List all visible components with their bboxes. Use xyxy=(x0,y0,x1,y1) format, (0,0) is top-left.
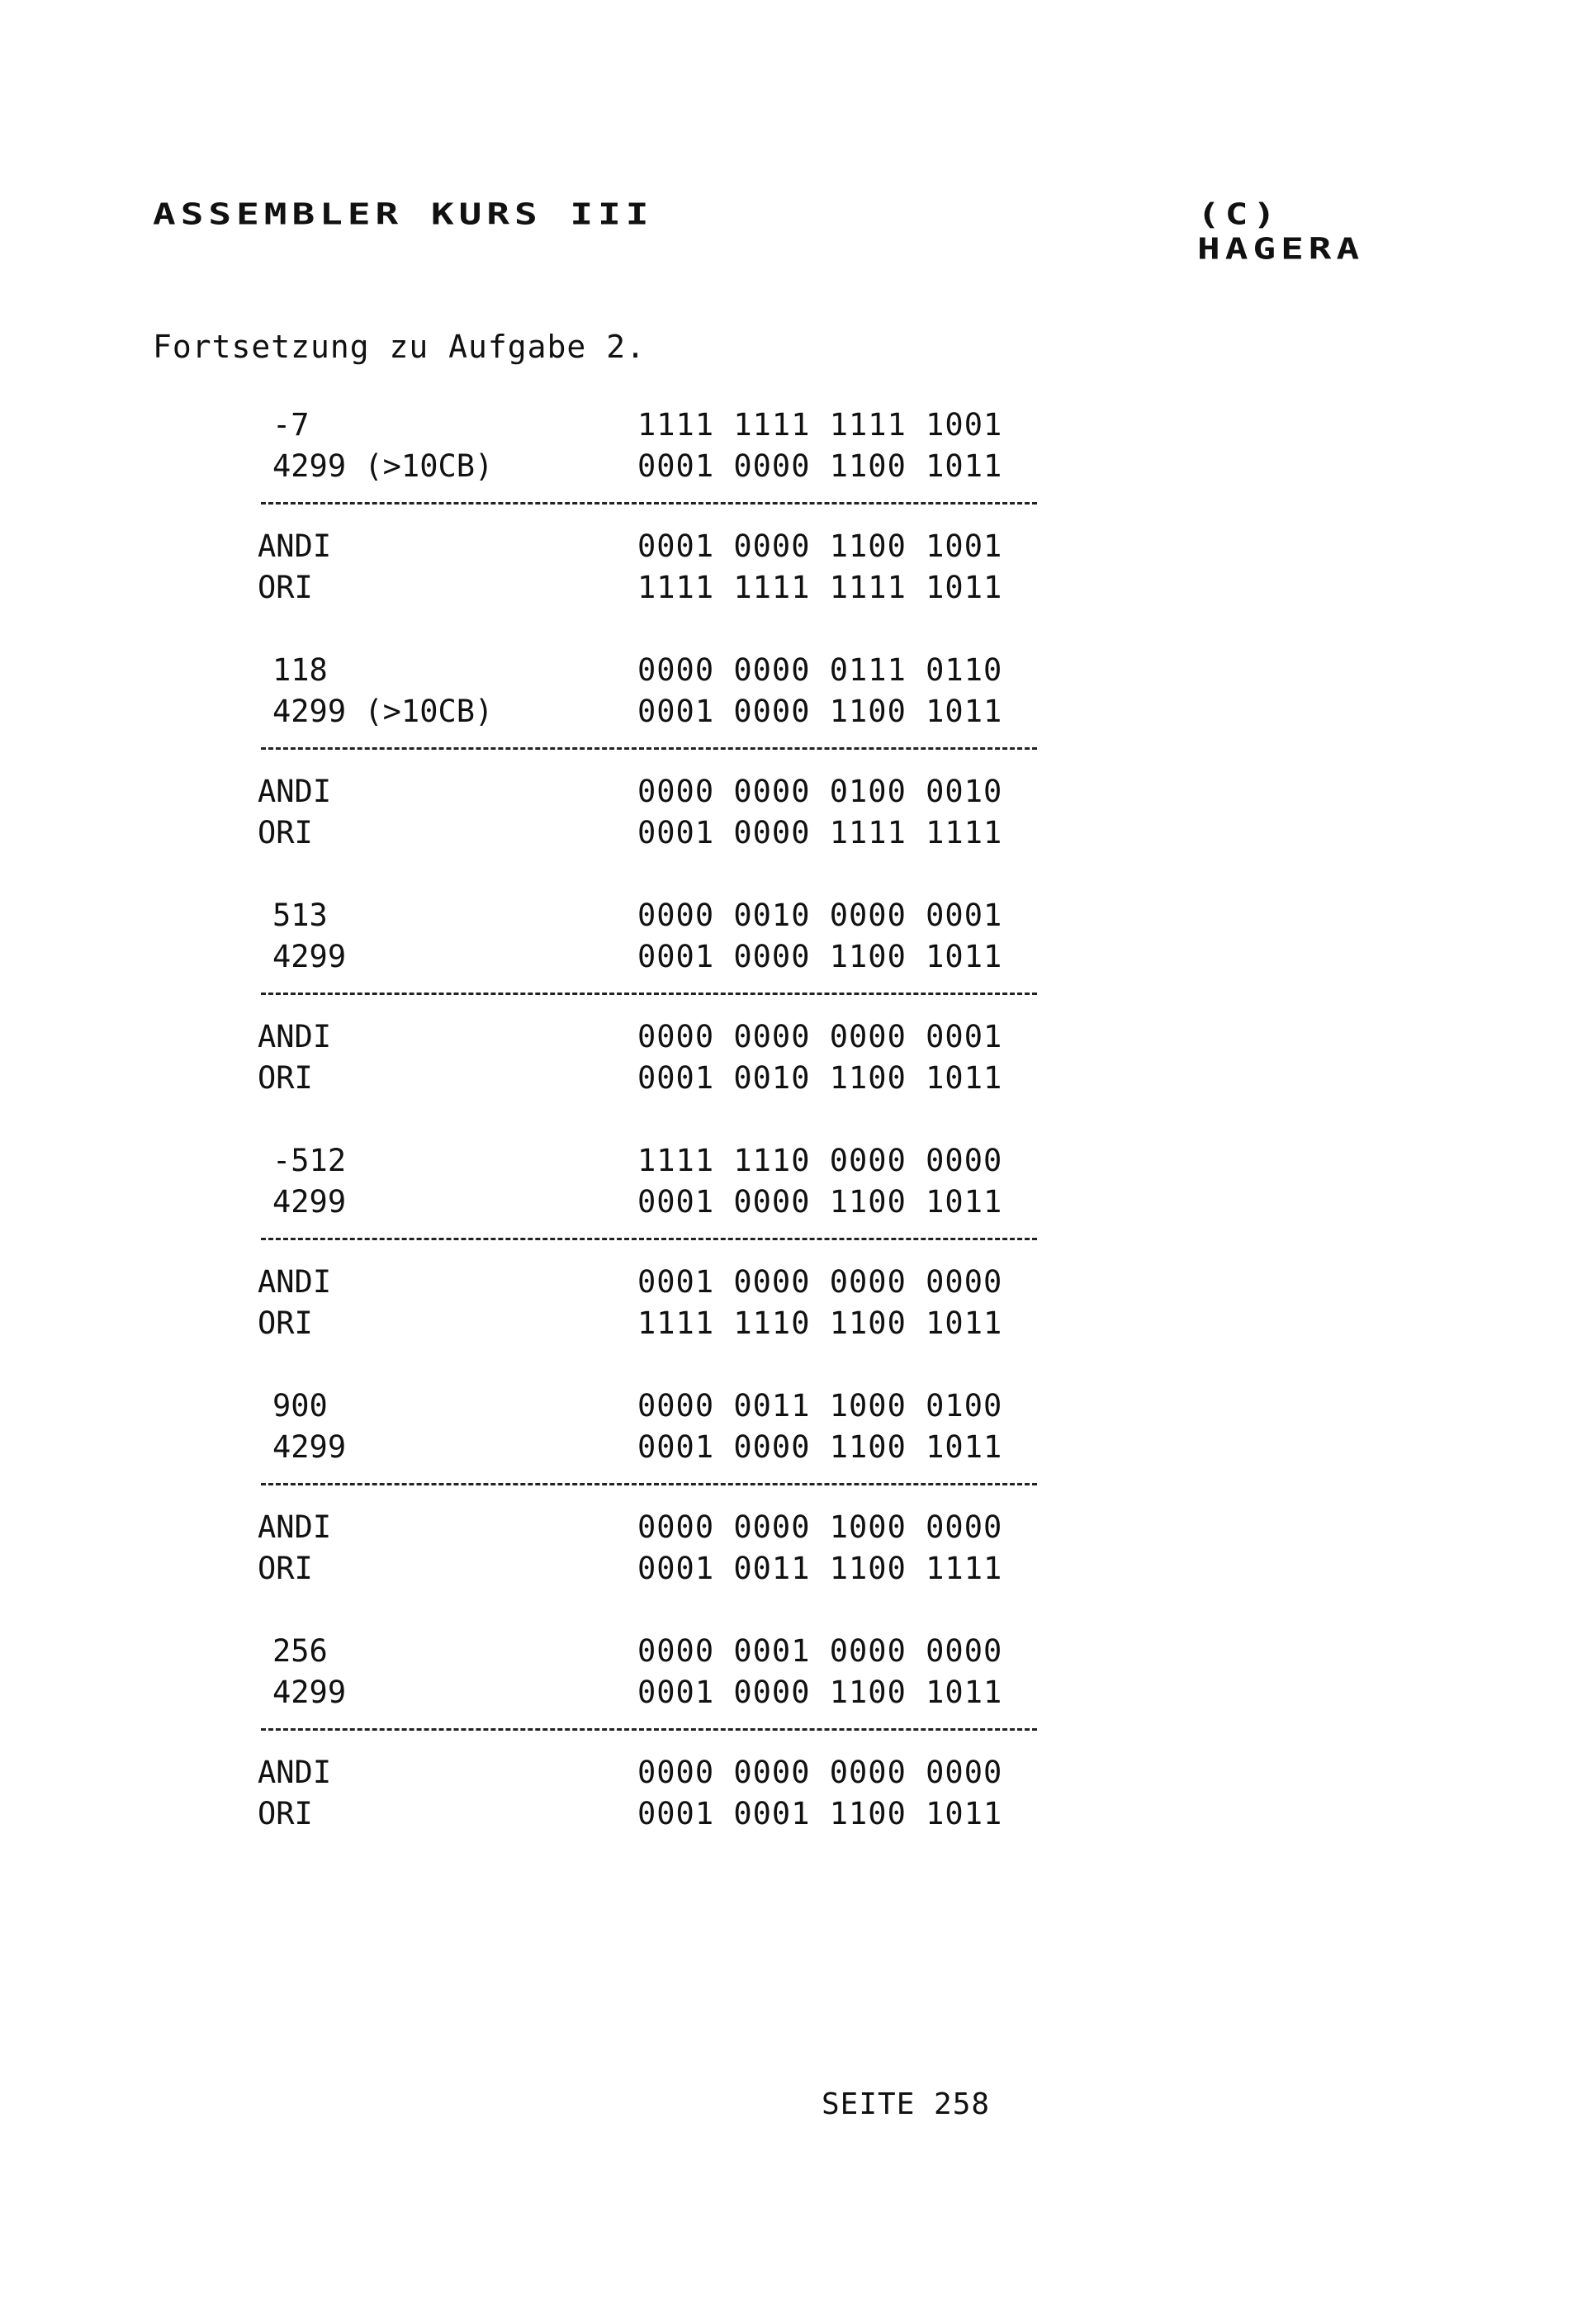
result-row xyxy=(0,526,1596,567)
andi-label: ANDI xyxy=(258,774,332,809)
operand-a-bits: 1111 1110 0000 0000 xyxy=(637,1143,1003,1178)
result-row xyxy=(0,813,1596,854)
result-row xyxy=(0,1548,1596,1590)
operand-row xyxy=(0,936,1596,978)
operand-a-bits: 0000 0011 1000 0100 xyxy=(637,1388,1003,1424)
andi-bits: 0000 0000 1000 0000 xyxy=(637,1509,1003,1545)
operand-b-label: 4299 (>10CB) xyxy=(272,694,494,729)
operand-row xyxy=(0,895,1596,936)
andi-bits: 0000 0000 0000 0000 xyxy=(637,1755,1003,1790)
operand-a-label: -7 xyxy=(272,407,310,443)
ori-label: ORI xyxy=(258,1551,313,1586)
ori-label: ORI xyxy=(258,1305,313,1341)
operand-a-bits: 1111 1111 1111 1001 xyxy=(637,407,1003,443)
operand-a-bits: 0000 0001 0000 0000 xyxy=(637,1633,1003,1669)
dashed-separator xyxy=(261,747,1037,750)
andi-bits: 0000 0000 0000 0001 xyxy=(637,1019,1003,1054)
operand-a-label: 513 xyxy=(272,898,328,933)
operand-row xyxy=(0,1386,1596,1427)
andi-label: ANDI xyxy=(258,1509,332,1545)
ori-bits: 0001 0001 1100 1011 xyxy=(637,1796,1003,1831)
operand-b-label: 4299 xyxy=(272,1184,347,1220)
page-header xyxy=(153,197,1449,267)
result-row xyxy=(0,1058,1596,1099)
operand-row xyxy=(0,691,1596,732)
operand-row xyxy=(0,650,1596,691)
dashed-separator xyxy=(261,993,1037,995)
operand-b-label: 4299 (>10CB) xyxy=(272,448,494,484)
ori-bits: 0001 0011 1100 1111 xyxy=(637,1551,1003,1586)
operand-b-bits: 0001 0000 1100 1011 xyxy=(637,448,1003,484)
ori-label: ORI xyxy=(258,1060,313,1096)
operand-b-bits: 0001 0000 1100 1011 xyxy=(637,1675,1003,1710)
ori-label: ORI xyxy=(258,1796,313,1831)
andi-label: ANDI xyxy=(258,1264,332,1300)
operand-row xyxy=(0,446,1596,487)
ori-bits: 0001 0010 1100 1011 xyxy=(637,1060,1003,1096)
result-row xyxy=(0,1507,1596,1548)
ori-label: ORI xyxy=(258,815,313,850)
operand-row xyxy=(0,1182,1596,1223)
andi-label: ANDI xyxy=(258,528,332,564)
operand-b-bits: 0001 0000 1100 1011 xyxy=(637,694,1003,729)
operand-b-bits: 0001 0000 1100 1011 xyxy=(637,1429,1003,1465)
operand-b-label: 4299 xyxy=(272,939,347,974)
operand-a-label: 900 xyxy=(272,1388,328,1424)
result-row xyxy=(0,771,1596,813)
operand-a-label: 118 xyxy=(272,652,328,688)
operand-row xyxy=(0,1140,1596,1182)
andi-bits: 0001 0000 1100 1001 xyxy=(637,528,1003,564)
dashed-separator xyxy=(261,1483,1037,1485)
section-subtitle: Fortsetzung zu Aufgabe 2. xyxy=(153,329,646,365)
operand-a-bits: 0000 0000 0111 0110 xyxy=(637,652,1003,688)
dashed-separator xyxy=(261,1728,1037,1731)
dashed-separator xyxy=(261,1238,1037,1240)
dashed-separator xyxy=(261,502,1037,505)
operand-row xyxy=(0,405,1596,446)
andi-bits: 0001 0000 0000 0000 xyxy=(637,1264,1003,1300)
ori-bits: 1111 1111 1111 1011 xyxy=(637,570,1003,605)
result-row xyxy=(0,1016,1596,1058)
andi-bits: 0000 0000 0100 0010 xyxy=(637,774,1003,809)
ori-label: ORI xyxy=(258,570,313,605)
ori-bits: 0001 0000 1111 1111 xyxy=(637,815,1003,850)
page-number: SEITE 258 xyxy=(822,2087,991,2121)
result-row xyxy=(0,1752,1596,1793)
result-row xyxy=(0,567,1596,609)
course-title: ASSEMBLER KURS III xyxy=(153,197,654,232)
andi-label: ANDI xyxy=(258,1019,332,1054)
operand-b-label: 4299 xyxy=(272,1675,347,1710)
operand-row xyxy=(0,1672,1596,1713)
operand-row xyxy=(0,1631,1596,1672)
operand-b-bits: 0001 0000 1100 1011 xyxy=(637,1184,1003,1220)
operand-a-label: 256 xyxy=(272,1633,328,1669)
andi-label: ANDI xyxy=(258,1755,332,1790)
result-row xyxy=(0,1793,1596,1835)
operand-b-bits: 0001 0000 1100 1011 xyxy=(637,939,1003,974)
result-row xyxy=(0,1262,1596,1303)
ori-bits: 1111 1110 1100 1011 xyxy=(637,1305,1003,1341)
operand-a-bits: 0000 0010 0000 0001 xyxy=(637,898,1003,933)
operand-row xyxy=(0,1427,1596,1468)
operand-b-label: 4299 xyxy=(272,1429,347,1465)
result-row xyxy=(0,1303,1596,1344)
operand-a-label: -512 xyxy=(272,1143,347,1178)
copyright-label: (C) HAGERA xyxy=(1197,197,1365,267)
